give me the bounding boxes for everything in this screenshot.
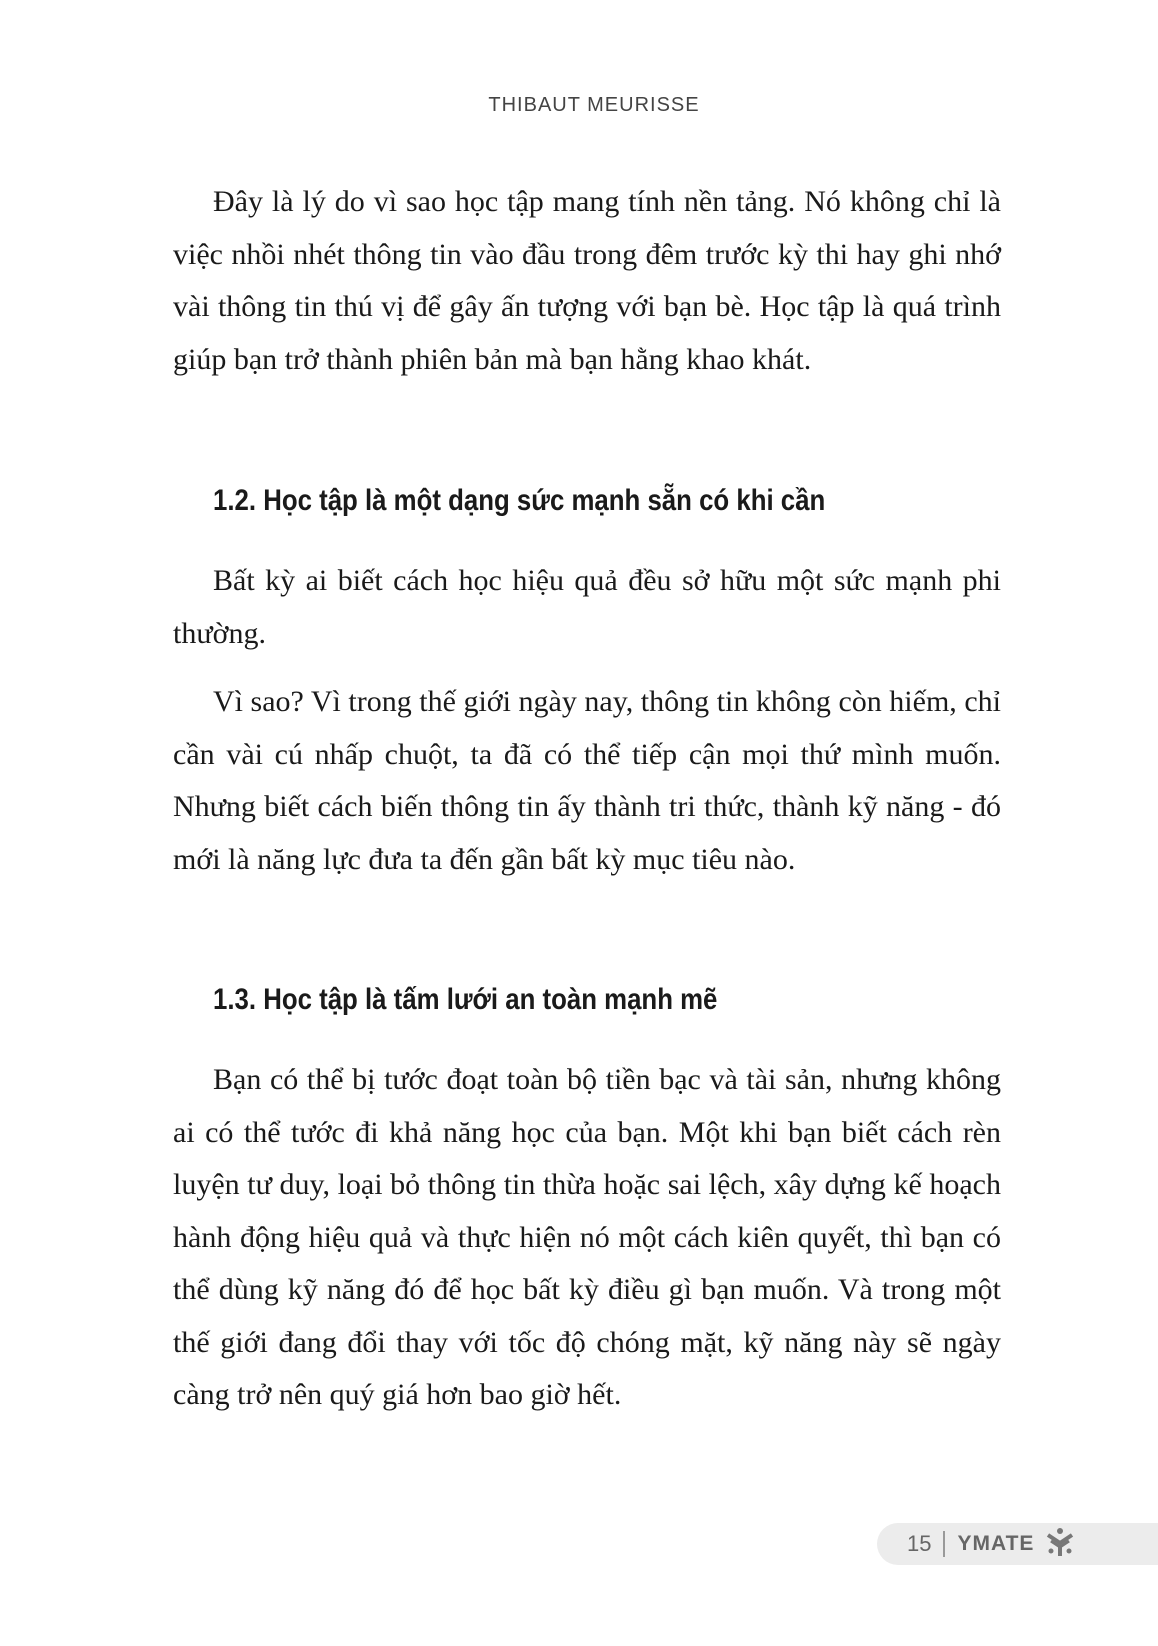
paragraph: Vì sao? Vì trong thế giới ngày nay, thông tin không còn hiếm, chỉ cần vài cú nhấp chuột, ta đã có thể tiếp cận mọi thứ mình muốn. Nhưng biết cách biến thông tin ấy thành tri thức, thành kỹ năng - đó mới là năng lực đưa ta đến gần bất kỳ mục tiêu nào.: [173, 685, 1001, 876]
divider: [943, 1531, 945, 1557]
paragraph: Đây là lý do vì sao học tập mang tính nền tảng. Nó không chỉ là việc nhồi nhét thông tin vào đầu trong đêm trước kỳ thi hay ghi nhớ vài thông tin thú vị để gây ấn tượng với bạn bè. Học tập là quá trình giúp bạn trở thành phiên bản mà bạn hằng khao khát.: [173, 185, 1001, 376]
brand-name: YMATE: [957, 1532, 1035, 1555]
section-heading: 1.3. Học tập là tấm lưới an toàn mạnh mẽ: [213, 983, 718, 1016]
running-header: THIBAUT MEURISSE: [488, 94, 700, 116]
page-footer: [877, 1523, 1158, 1565]
page-number: 15: [907, 1531, 932, 1556]
ymate-logo-icon: [1044, 1527, 1076, 1562]
paragraph: Bất kỳ ai biết cách học hiệu quả đều sở hữu một sức mạnh phi thường.: [173, 564, 1001, 650]
section-heading: 1.2. Học tập là một dạng sức mạnh sẵn có khi cần: [213, 484, 826, 517]
paragraph: Bạn có thể bị tước đoạt toàn bộ tiền bạc và tài sản, nhưng không ai có thể tước đi khả năng học của bạn. Một khi bạn biết cách rèn luyện tư duy, loại bỏ thông tin thừa hoặc sai lệch, xây dựng kế hoạch hành động hiệu quả và thực hiện nó một cách kiên quyết, thì bạn có thể dùng kỹ năng đó để học bất kỳ điều gì bạn muốn. Và trong một thế giới đang đổi thay với tốc độ chóng mặt, kỹ năng này sẽ ngày càng trở nên quý giá hơn bao giờ hết.: [173, 1063, 1001, 1411]
